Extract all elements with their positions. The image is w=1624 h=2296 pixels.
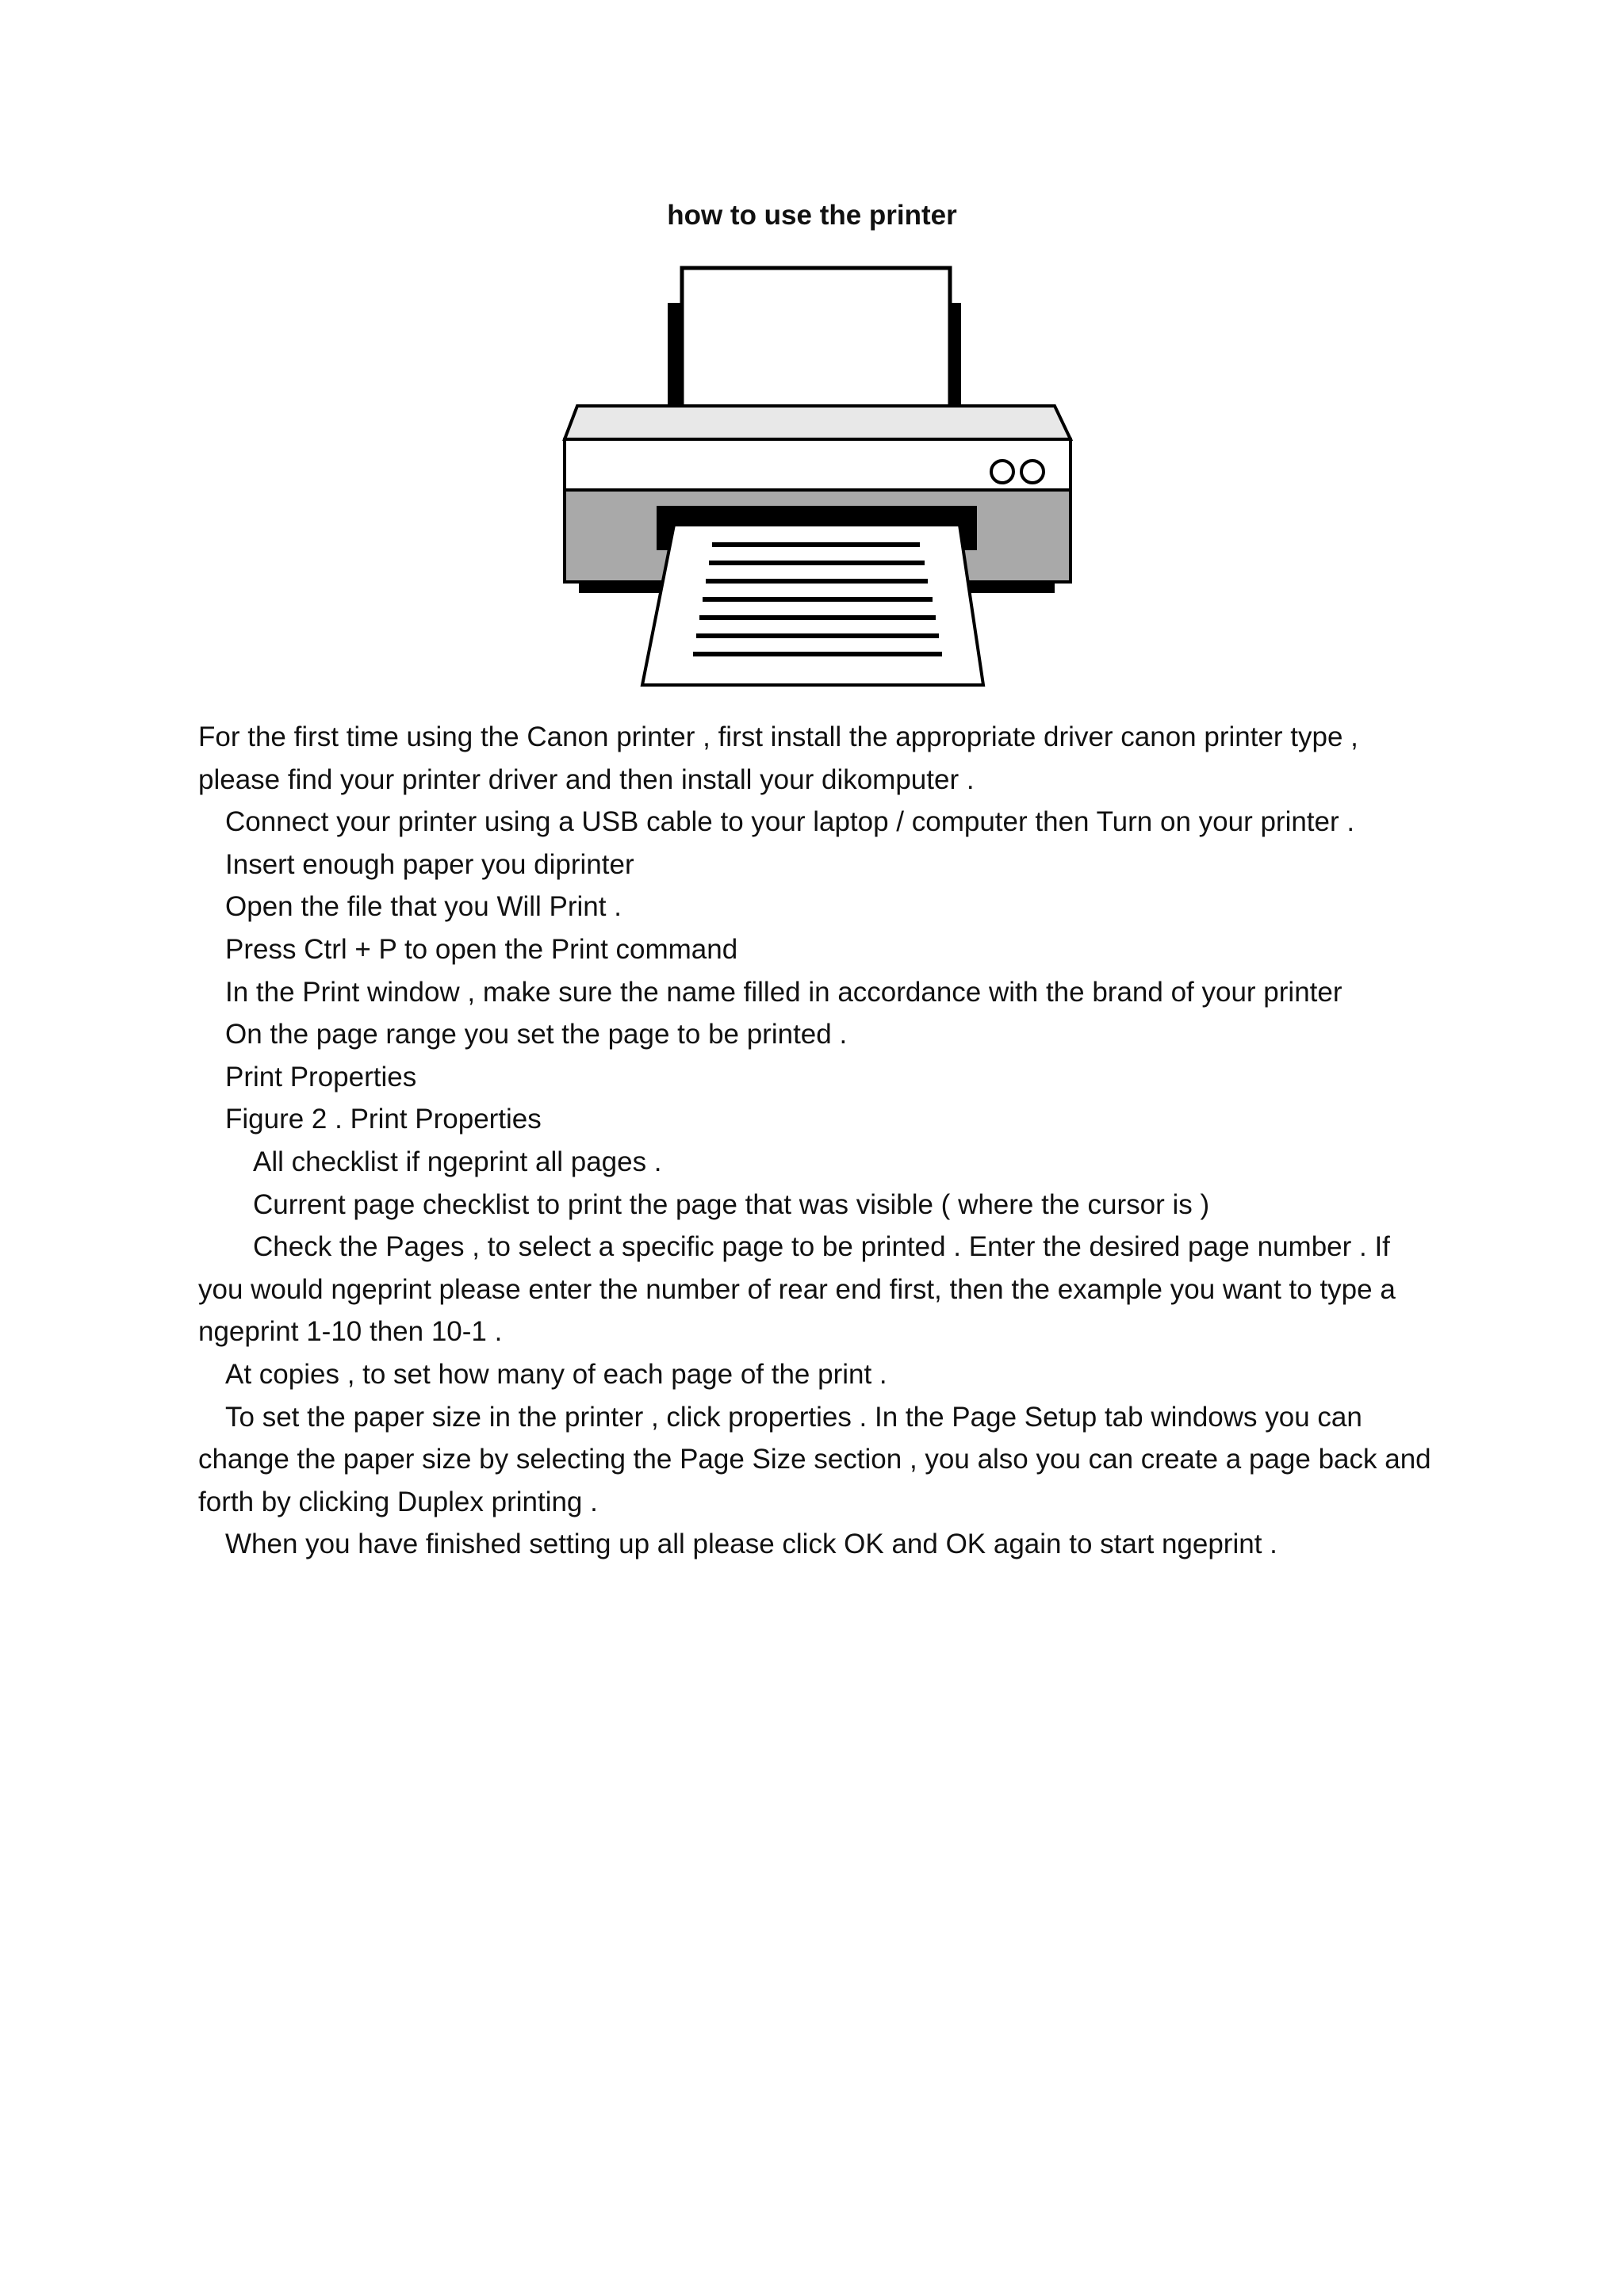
paragraph: Connect your printer using a USB cable to your laptop / computer then Turn on your printer . [225, 806, 1355, 838]
printer-illustration [555, 258, 1078, 693]
paragraph: Current page checklist to print the page that was visible ( where the cursor is ) [253, 1188, 1210, 1220]
paragraph: To set the paper size in the printer , click properties . In the Page Setup tab windows you can change the paper size by selecting the Page Size section , you also you can create a page back and forth by clicking Duplex printing . [198, 1401, 1431, 1517]
paragraph: In the Print window , make sure the name filled in accordance with the brand of your printer [225, 976, 1342, 1008]
paragraph: Press Ctrl + P to open the Print command [225, 933, 738, 965]
page-title: how to use the printer [667, 200, 957, 231]
paragraph: All checklist if ngeprint all pages . [253, 1146, 662, 1177]
figure-caption: Figure 2 . Print Properties [225, 1104, 542, 1135]
document-body [198, 716, 1435, 1566]
paragraph: Check the Pages , to select a specific page to be printed . Enter the desired page number . If you would ngeprint please enter the number of rear end first, then the example you want to type a ngeprint 1-10 then 10-1 . [198, 1231, 1396, 1348]
paragraph: Insert enough paper you diprinter [225, 848, 634, 880]
paragraph: Print Properties [225, 1061, 417, 1093]
printer-icon [555, 258, 1078, 693]
paragraph: For the first time using the Canon printer , first install the appropriate driver canon printer type , please find your printer driver and then install your dikomputer . [198, 721, 1358, 795]
paragraph: On the page range you set the page to be printed . [225, 1019, 848, 1050]
paragraph: When you have finished setting up all please click OK and OK again to start ngeprint . [225, 1529, 1277, 1560]
paragraph: Open the file that you Will Print . [225, 891, 622, 923]
paragraph: At copies , to set how many of each page of the print . [225, 1358, 887, 1390]
